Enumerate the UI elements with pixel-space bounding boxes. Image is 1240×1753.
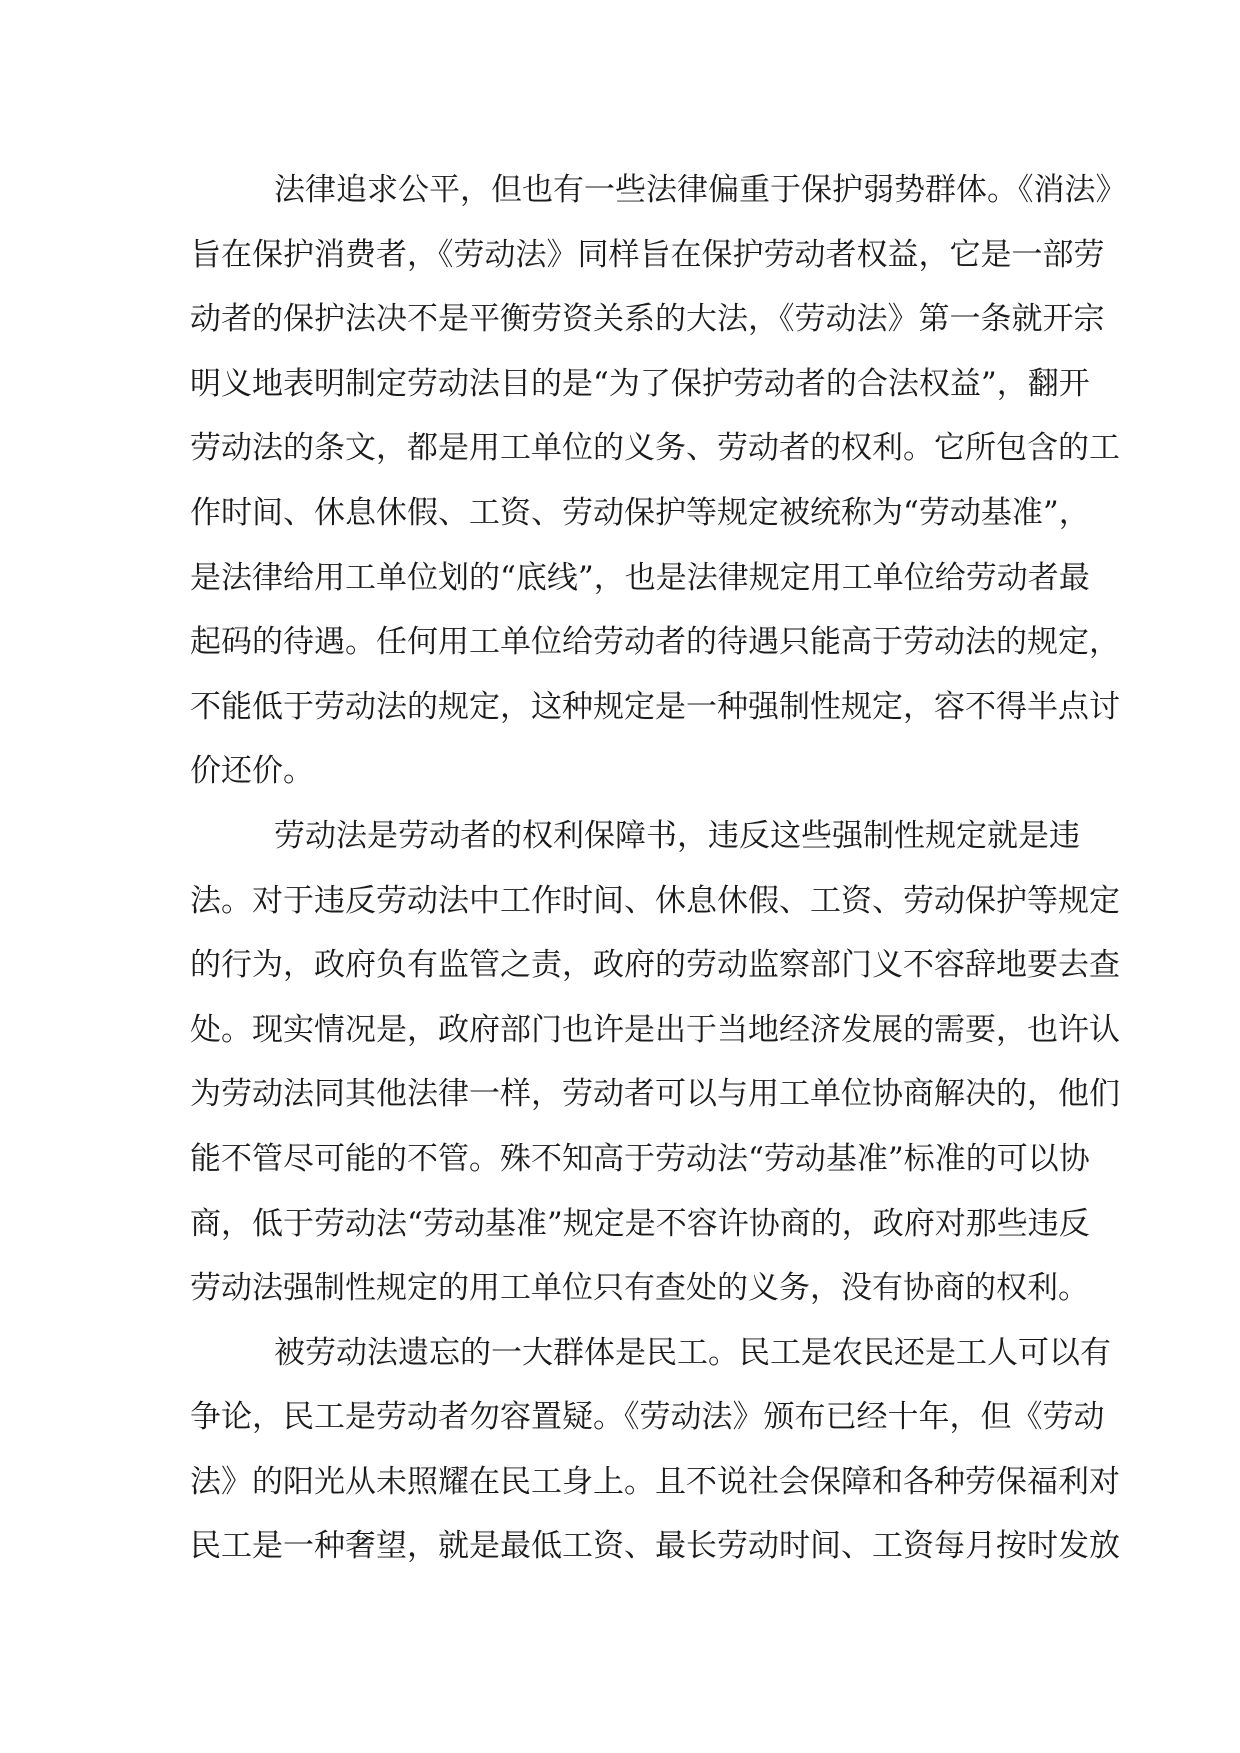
text-line: 价还价。	[190, 753, 314, 790]
text-line: 是法律给用工单位划的“底线”，也是法律规定用工单位给劳动者最	[190, 559, 1090, 596]
text-line: 被劳动法遗忘的一大群体是民工。民工是农民还是工人可以有	[274, 1334, 1111, 1371]
text-line: 不能低于劳动法的规定，这种规定是一种强制性规定，容不得半点讨	[190, 688, 1120, 725]
text-line: 处。现实情况是，政府部门也许是出于当地经济发展的需要，也许认	[190, 1011, 1120, 1048]
text-line: 的行为，政府负有监管之责，政府的劳动监察部门义不容辞地要去查	[190, 947, 1120, 984]
text-line: 争论，民工是劳动者勿容置疑。《劳动法》颁布已经十年，但《劳动	[190, 1399, 1105, 1436]
text-line: 旨在保护消费者，《劳动法》同样旨在保护劳动者权益，它是一部劳	[190, 236, 1105, 273]
text-line: 商，低于劳动法“劳动基准”规定是不容许协商的，政府对那些违反	[190, 1205, 1090, 1242]
text-line: 明义地表明制定劳动法目的是“为了保护劳动者的合法权益”，翻开	[190, 365, 1090, 402]
text-line: 劳动法的条文，都是用工单位的义务、劳动者的权利。它所包含的工	[190, 430, 1120, 467]
text-line: 民工是一种奢望，就是最低工资、最长劳动时间、工资每月按时发放	[190, 1528, 1120, 1565]
text-line: 能不管尽可能的不管。殊不知高于劳动法“劳动基准”标准的可以协	[190, 1140, 1090, 1177]
text-line: 为劳动法同其他法律一样，劳动者可以与用工单位协商解决的，他们	[190, 1076, 1120, 1113]
text-line: 动者的保护法决不是平衡劳资关系的大法，《劳动法》第一条就开宗	[190, 301, 1105, 338]
text-line: 法律追求公平，但也有一些法律偏重于保护弱势群体。《消法》	[274, 172, 1127, 208]
text-line: 法》的阳光从未照耀在民工身上。且不说社会保障和各种劳保福利对	[190, 1463, 1120, 1500]
text-line: 劳动法强制性规定的用工单位只有查处的义务，没有协商的权利。	[190, 1270, 1089, 1307]
text-line: 法。对于违反劳动法中工作时间、休息休假、工资、劳动保护等规定	[190, 882, 1120, 919]
body-text	[190, 158, 1127, 1579]
text-line: 起码的待遇。任何用工单位给劳动者的待遇只能高于劳动法的规定，	[190, 624, 1120, 661]
text-line: 劳动法是劳动者的权利保障书，违反这些强制性规定就是违	[274, 817, 1080, 854]
text-line: 作时间、休息休假、工资、劳动保护等规定被统称为“劳动基准”，	[190, 494, 1090, 531]
